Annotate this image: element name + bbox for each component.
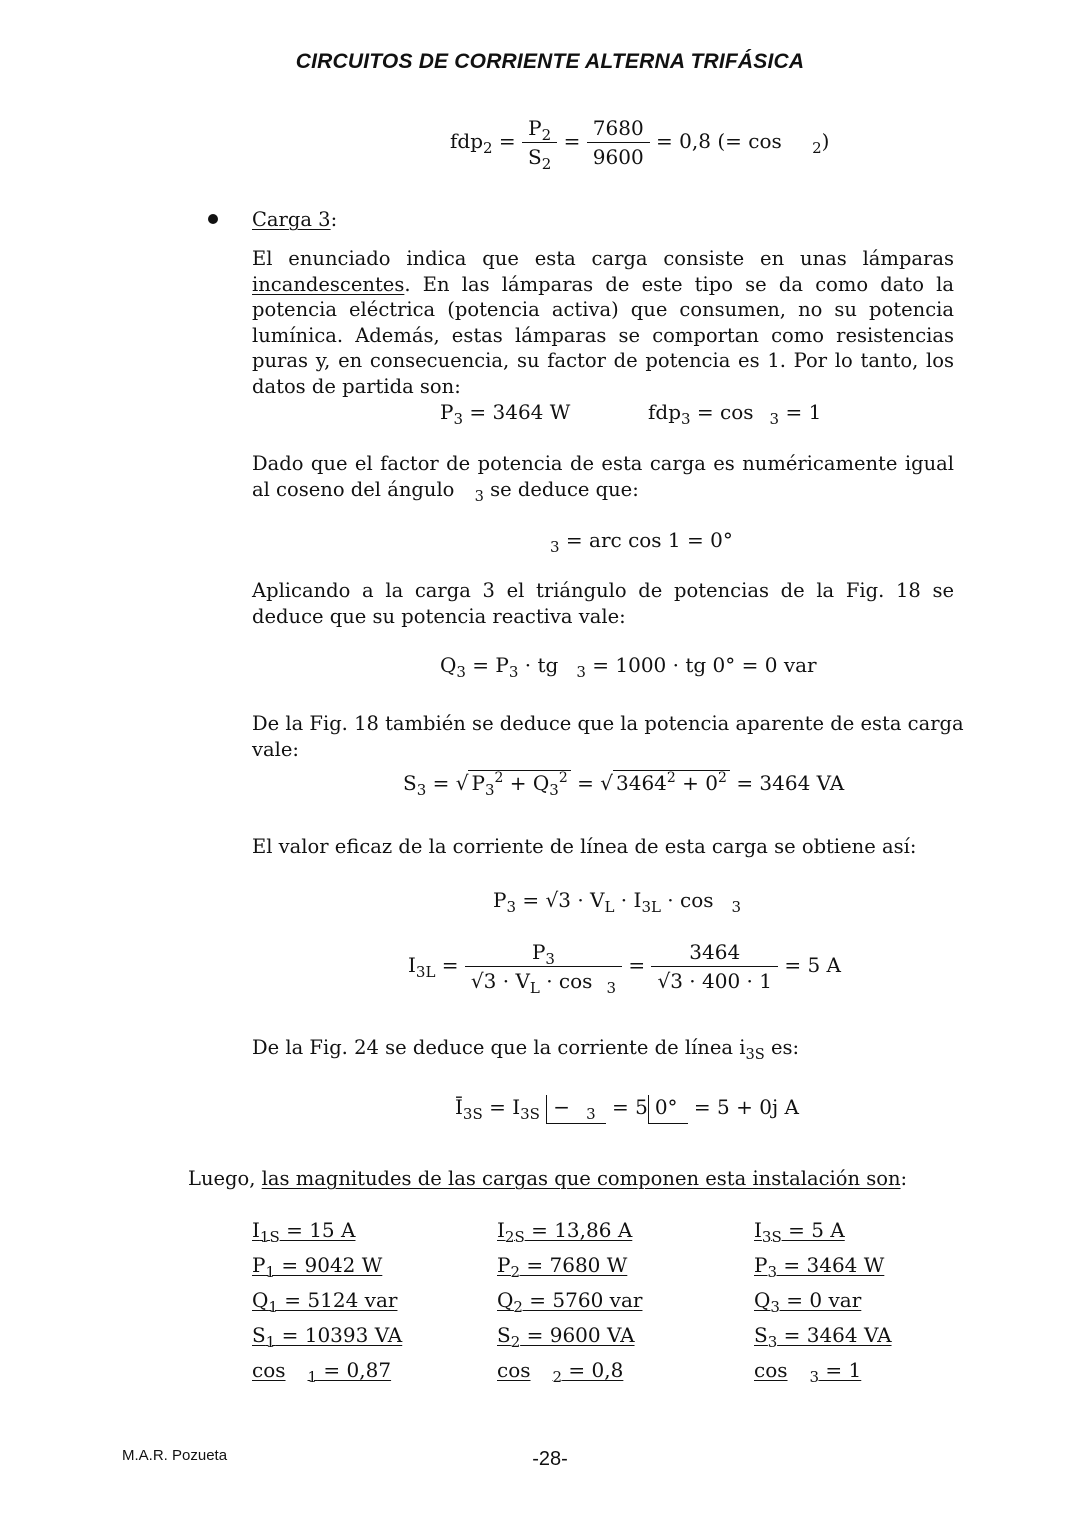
- page-title: CIRCUITOS DE CORRIENTE ALTERNA TRIFÁSICA: [295, 50, 805, 73]
- summary-intro: Luego, las magnitudes de las cargas que componen esta instalación son:: [188, 1167, 908, 1190]
- summary-cell: $P_2 = 7680$ W: [497, 1253, 628, 1282]
- page-number: -28-: [532, 1448, 568, 1470]
- summary-cell: cos $_2$ = 0,8: [497, 1358, 624, 1387]
- angle-symbol-2: 0°: [648, 1095, 688, 1124]
- bullet-icon: [208, 214, 218, 224]
- equation-i3s: $Ī_{3S} = I_{3S} - _3 = 5$ 0° = 5 + 0j A: [455, 1095, 799, 1124]
- summary-cell: cos $_3$ = 1: [754, 1358, 862, 1387]
- summary-cell: $S_2 = 9600$ VA: [497, 1323, 635, 1352]
- footer-author: M.A.R. Pozueta: [122, 1447, 228, 1464]
- paragraph-current: El valor eficaz de la corriente de línea de esta carga se obtiene así:: [252, 835, 917, 858]
- summary-cell: cos $_1$ = 0,87: [252, 1358, 392, 1387]
- summary-cell: $I_{2S} = 13,86$ A: [497, 1218, 633, 1247]
- equation-s3: $S_3$ = √ $P_3^2 + Q_3^2$ = √ $3464^2 + 0^2 = 3464$ VA: [403, 770, 845, 800]
- angle-symbol: − $_3$: [546, 1095, 605, 1124]
- data-p3: $P_3 = 3464$ W: [440, 400, 571, 429]
- eq-i3l-frac2: $\frac{3464}{√3 \cdot 400 \cdot 1}$: [651, 940, 778, 993]
- eq-fdp2-frac1: $\frac{P_2}{S_2}$: [522, 116, 557, 169]
- section-heading-carga3: Carga 3:: [252, 208, 338, 231]
- equation-q3: $Q_3 = P_3$ · tg $_3$ = 1000 · tg 0° = 0 var: [440, 653, 817, 682]
- eq-fdp2-frac2: $\frac{7680}{9600}$: [587, 116, 650, 169]
- summary-cell: $S_1 = 10393$ VA: [252, 1323, 403, 1352]
- summary-cell: $P_3 = 3464$ W: [754, 1253, 885, 1282]
- summary-cell: $S_3 = 3464$ VA: [754, 1323, 892, 1352]
- summary-cell: $P_1 = 9042$ W: [252, 1253, 383, 1282]
- paragraph-carga3-intro: El enunciado indica que esta carga consiste en unas lámparas incandescentes. En las lámparas de este tipo se da como dato la potencia eléctrica (potencia activa) que consumen, no su potencia lumínica. Además, estas lámparas se comportan como resistencias puras y, en consecuencia, su factor de potencia es 1. Por lo tanto, los datos de partida son:: [252, 247, 954, 398]
- summary-cell: $I_{1S} = 15$ A: [252, 1218, 356, 1247]
- summary-cell: $Q_3 = 0$ var: [754, 1288, 862, 1317]
- equation-i3l: $I_{3L}$ = $\frac{P_3}{√3 \cdot V_L \cdot \cos _3}$ = $\frac{3464}{√3 \cdot 400 \cdot 1}$ = 5 A: [408, 940, 841, 998]
- paragraph-reactive: Aplicando a la carga 3 el triángulo de potencias de la Fig. 18 se deduce que su potencia reactiva vale:: [252, 579, 954, 628]
- eq-fdp2-lhs: fdp$_2$: [450, 129, 493, 158]
- summary-cell: $I_{3S} = 5$ A: [754, 1218, 845, 1247]
- equation-phi3: $_3$ = arc cos 1 = 0°: [550, 528, 733, 557]
- data-fdp3: fdp$_3$ = cos $_3$ = 1: [648, 400, 822, 429]
- equation-p3-formula: $P_3 = √3 \cdot V_L \cdot I_{3L} \cdot \cos _3$: [493, 888, 742, 917]
- paragraph-angle: Dado que el factor de potencia de esta carga es numéricamente igual al coseno del ángulo $_3$ se deduce que:: [252, 452, 954, 505]
- eq-i3l-frac1: $\frac{P_3}{√3 \cdot V_L \cdot \cos _3}$: [465, 940, 622, 993]
- summary-cell: $Q_2 = 5760$ var: [497, 1288, 643, 1317]
- paragraph-line-current: De la Fig. 24 se deduce que la corriente de línea $i_{3S}$ es:: [252, 1036, 800, 1064]
- paragraph-apparent: De la Fig. 18 también se deduce que la potencia aparente de esta carga vale:: [252, 712, 964, 761]
- equation-fdp2: fdp$_2$ = $\frac{P_2}{S_2}$ = $\frac{7680}{9600}$ = 0,8 (= cos $_2$): [450, 116, 830, 174]
- summary-cell: $Q_1 = 5124$ var: [252, 1288, 398, 1317]
